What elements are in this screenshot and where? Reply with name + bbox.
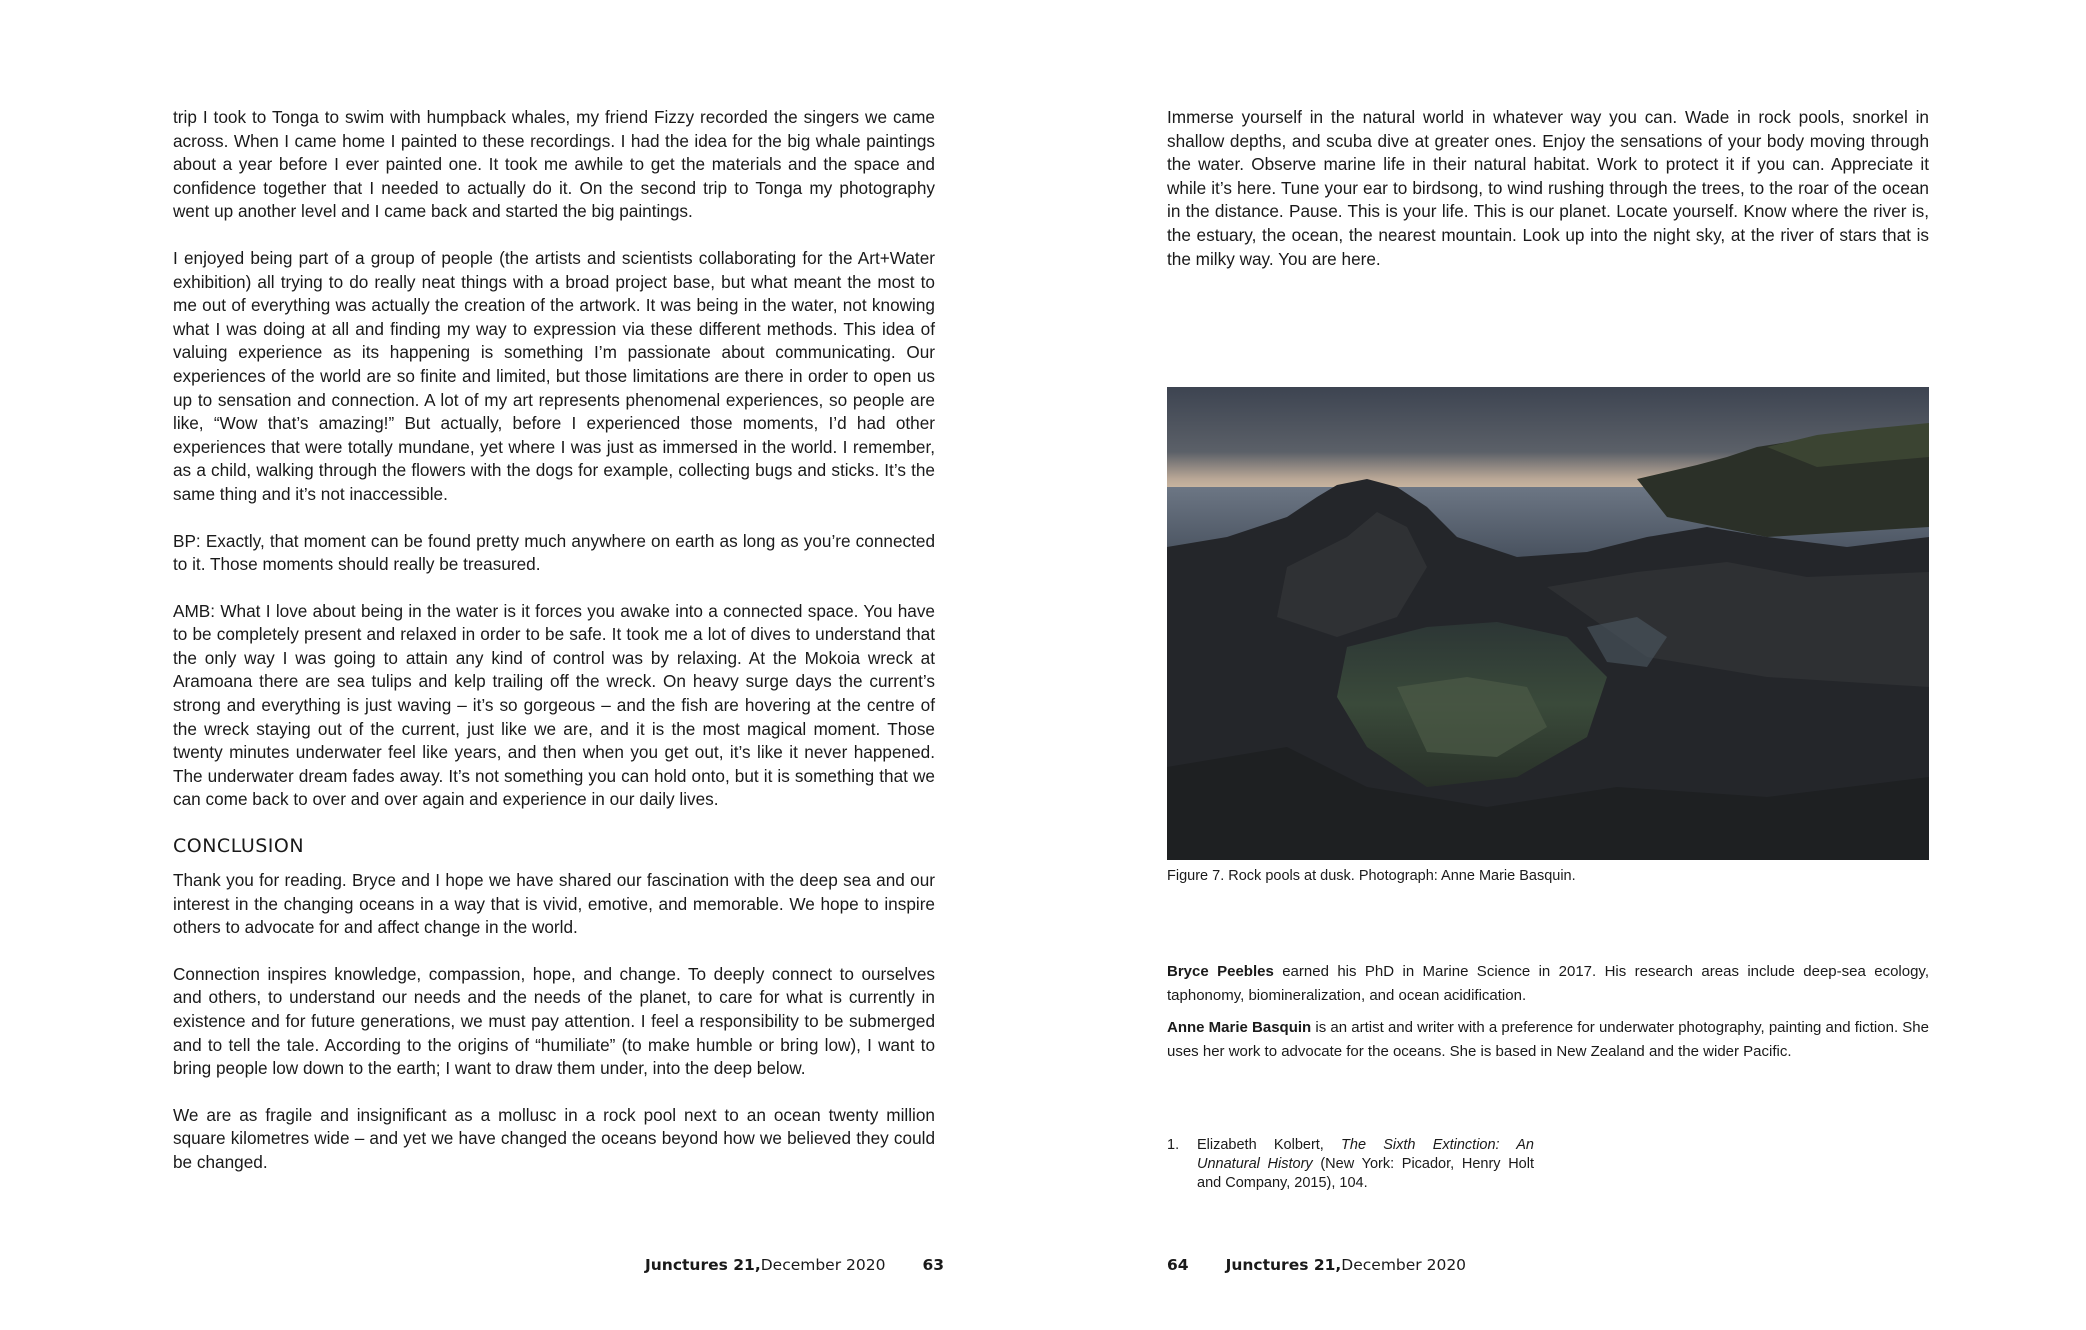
issue-date: December 2020 — [760, 1256, 886, 1274]
figure-caption: Figure 7. Rock pools at dusk. Photograph: Anne Marie Basquin. — [1167, 868, 1576, 884]
paragraph: trip I took to Tonga to swim with humpback whales, my friend Fizzy recorded the singers we came across. When I came home I painted to these recordings. I had the idea for the big whale paintings about a year before I ever painted one. It took me awhile to get the materials and the space and confidence together that I needed to actually do it. On the second trip to Tonga my photography went up another level and I came back and started the big paintings. — [173, 107, 935, 222]
rock-pools-photo — [1167, 387, 1929, 860]
author-bio — [1167, 960, 1929, 1007]
bio-text: earned his PhD in Marine Science in 2017. His research areas include deep-sea ecology, taphonomy, biomineralization, and ocean acidification. — [1167, 963, 1929, 1004]
page-number: 64 — [1167, 1256, 1189, 1274]
bio-text: is an artist and writer with a preference for underwater photography, painting and fiction. She uses her work to advocate for the oceans. She is based in New Zealand and the wider Pacific. — [1167, 1019, 1929, 1060]
journal-name: Junctures 21, — [645, 1256, 761, 1274]
paragraph: AMB: What I love about being in the water is it forces you awake into a connected space. You have to be completely present and relaxed in order to be safe. It took me a lot of dives to understand that the only way I was going to attain any kind of control was by relaxing. At the Mokoia wreck at Aramoana there are sea tulips and kelp trailing off the wreck. On heavy surge days the current’s strong and everything is just waving – it’s so gorgeous – and the fish are hovering at the centre of the wreck staying out of the current, just like we are, and it is the most magical moment. Those twenty minutes underwater feel like years, and then when you get out, it’s like it never happened. The underwater dream fades away. It’s not something you can hold onto, but it is something that we can come back to over and over again and experience in our daily lives. — [173, 600, 935, 810]
author-name: Bryce Peebles — [1167, 963, 1274, 980]
author-bio — [1167, 1016, 1929, 1063]
paragraph: We are as fragile and insignificant as a mollusc in a rock pool next to an ocean twenty million square kilometres wide – and yet we have changed the oceans beyond how we believed they could be changed. — [173, 1104, 935, 1172]
footnote-author: Elizabeth Kolbert, — [1197, 1137, 1342, 1153]
paragraph: BP: Exactly, that moment can be found pretty much anywhere on earth as long as you’re connected to it. Those moments should really be treasured. — [173, 530, 935, 575]
left-page-text — [173, 106, 935, 1198]
page-number: 63 — [922, 1256, 945, 1274]
footnote — [1167, 1136, 1534, 1193]
footnote-text — [1197, 1136, 1534, 1193]
footnote-rest: (New York: Picador, Henry Holt and Company, 2015), 104. — [1197, 1156, 1534, 1191]
section-heading: CONCLUSION — [173, 835, 305, 858]
right-page-footer — [1167, 1256, 1466, 1274]
paragraph: I enjoyed being part of a group of people (the artists and scientists collaborating for the Art+Water exhibition) all trying to do really neat things with a broad project base, but what meant the most to me out of everything was actually the creation of the artwork. It was being in the water, not knowing what I was doing at all and finding my way to expression via these different methods. This idea of valuing experience as its happening is something I’m passionate about communicating. Our experiences of the world are so finite and limited, but those limitations are there in order to open us up to sensation and connection. A lot of my art represents phenomenal experiences, so people are like, “Wow that’s amazing!” But actually, before I experienced those moments, I’d had other experiences that were totally mundane, yet where I was just as immersed in the world. I remember, as a child, walking through the flowers with the dogs for example, collecting bugs and sticks. It’s the same thing and it’s not inaccessible. — [173, 247, 935, 504]
author-name: Anne Marie Basquin — [1167, 1019, 1312, 1036]
paragraph: Immerse yourself in the natural world in whatever way you can. Wade in rock pools, snorkel in shallow depths, and scuba dive at greater ones. Enjoy the sensations of your body moving through the water. Observe marine life in their natural habitat. Work to protect it if you can. Appreciate it while it’s here. Tune your ear to birdsong, to wind rushing through the trees, to the roar of the ocean in the distance. Pause. This is your life. This is our planet. Locate yourself. Know where the river is, the estuary, the ocean, the nearest mountain. Look up into the night sky, at the river of stars that is the milky way. You are here. — [1167, 107, 1929, 269]
journal-name: Junctures 21, — [1225, 1256, 1342, 1274]
right-page-text — [1167, 106, 1929, 294]
paragraph: Connection inspires knowledge, compassion, hope, and change. To deeply connect to ourselves and others, to understand our needs and the needs of the planet, to care for what is currently in existence and for future generations, we must pay attention. I feel a responsibility to be submerged and to tell the tale. According to the origins of “humiliate” (to make humble or bring low), I want to bring people low down to the earth; I want to draw them under, into the deep below. — [173, 963, 935, 1079]
issue-date: December 2020 — [1341, 1256, 1467, 1274]
footnote-number: 1. — [1167, 1137, 1180, 1153]
left-page-footer — [645, 1256, 944, 1274]
paragraph: Thank you for reading. Bryce and I hope we have shared our fascination with the deep sea and our interest in the changing oceans in a way that is vivid, emotive, and memorable. We hope to inspire others to advocate for and affect change in the world. — [173, 870, 935, 938]
footnote-title: The Sixth Extinction: An Unnatural History — [1197, 1137, 1534, 1172]
author-bios — [1167, 960, 1929, 1072]
